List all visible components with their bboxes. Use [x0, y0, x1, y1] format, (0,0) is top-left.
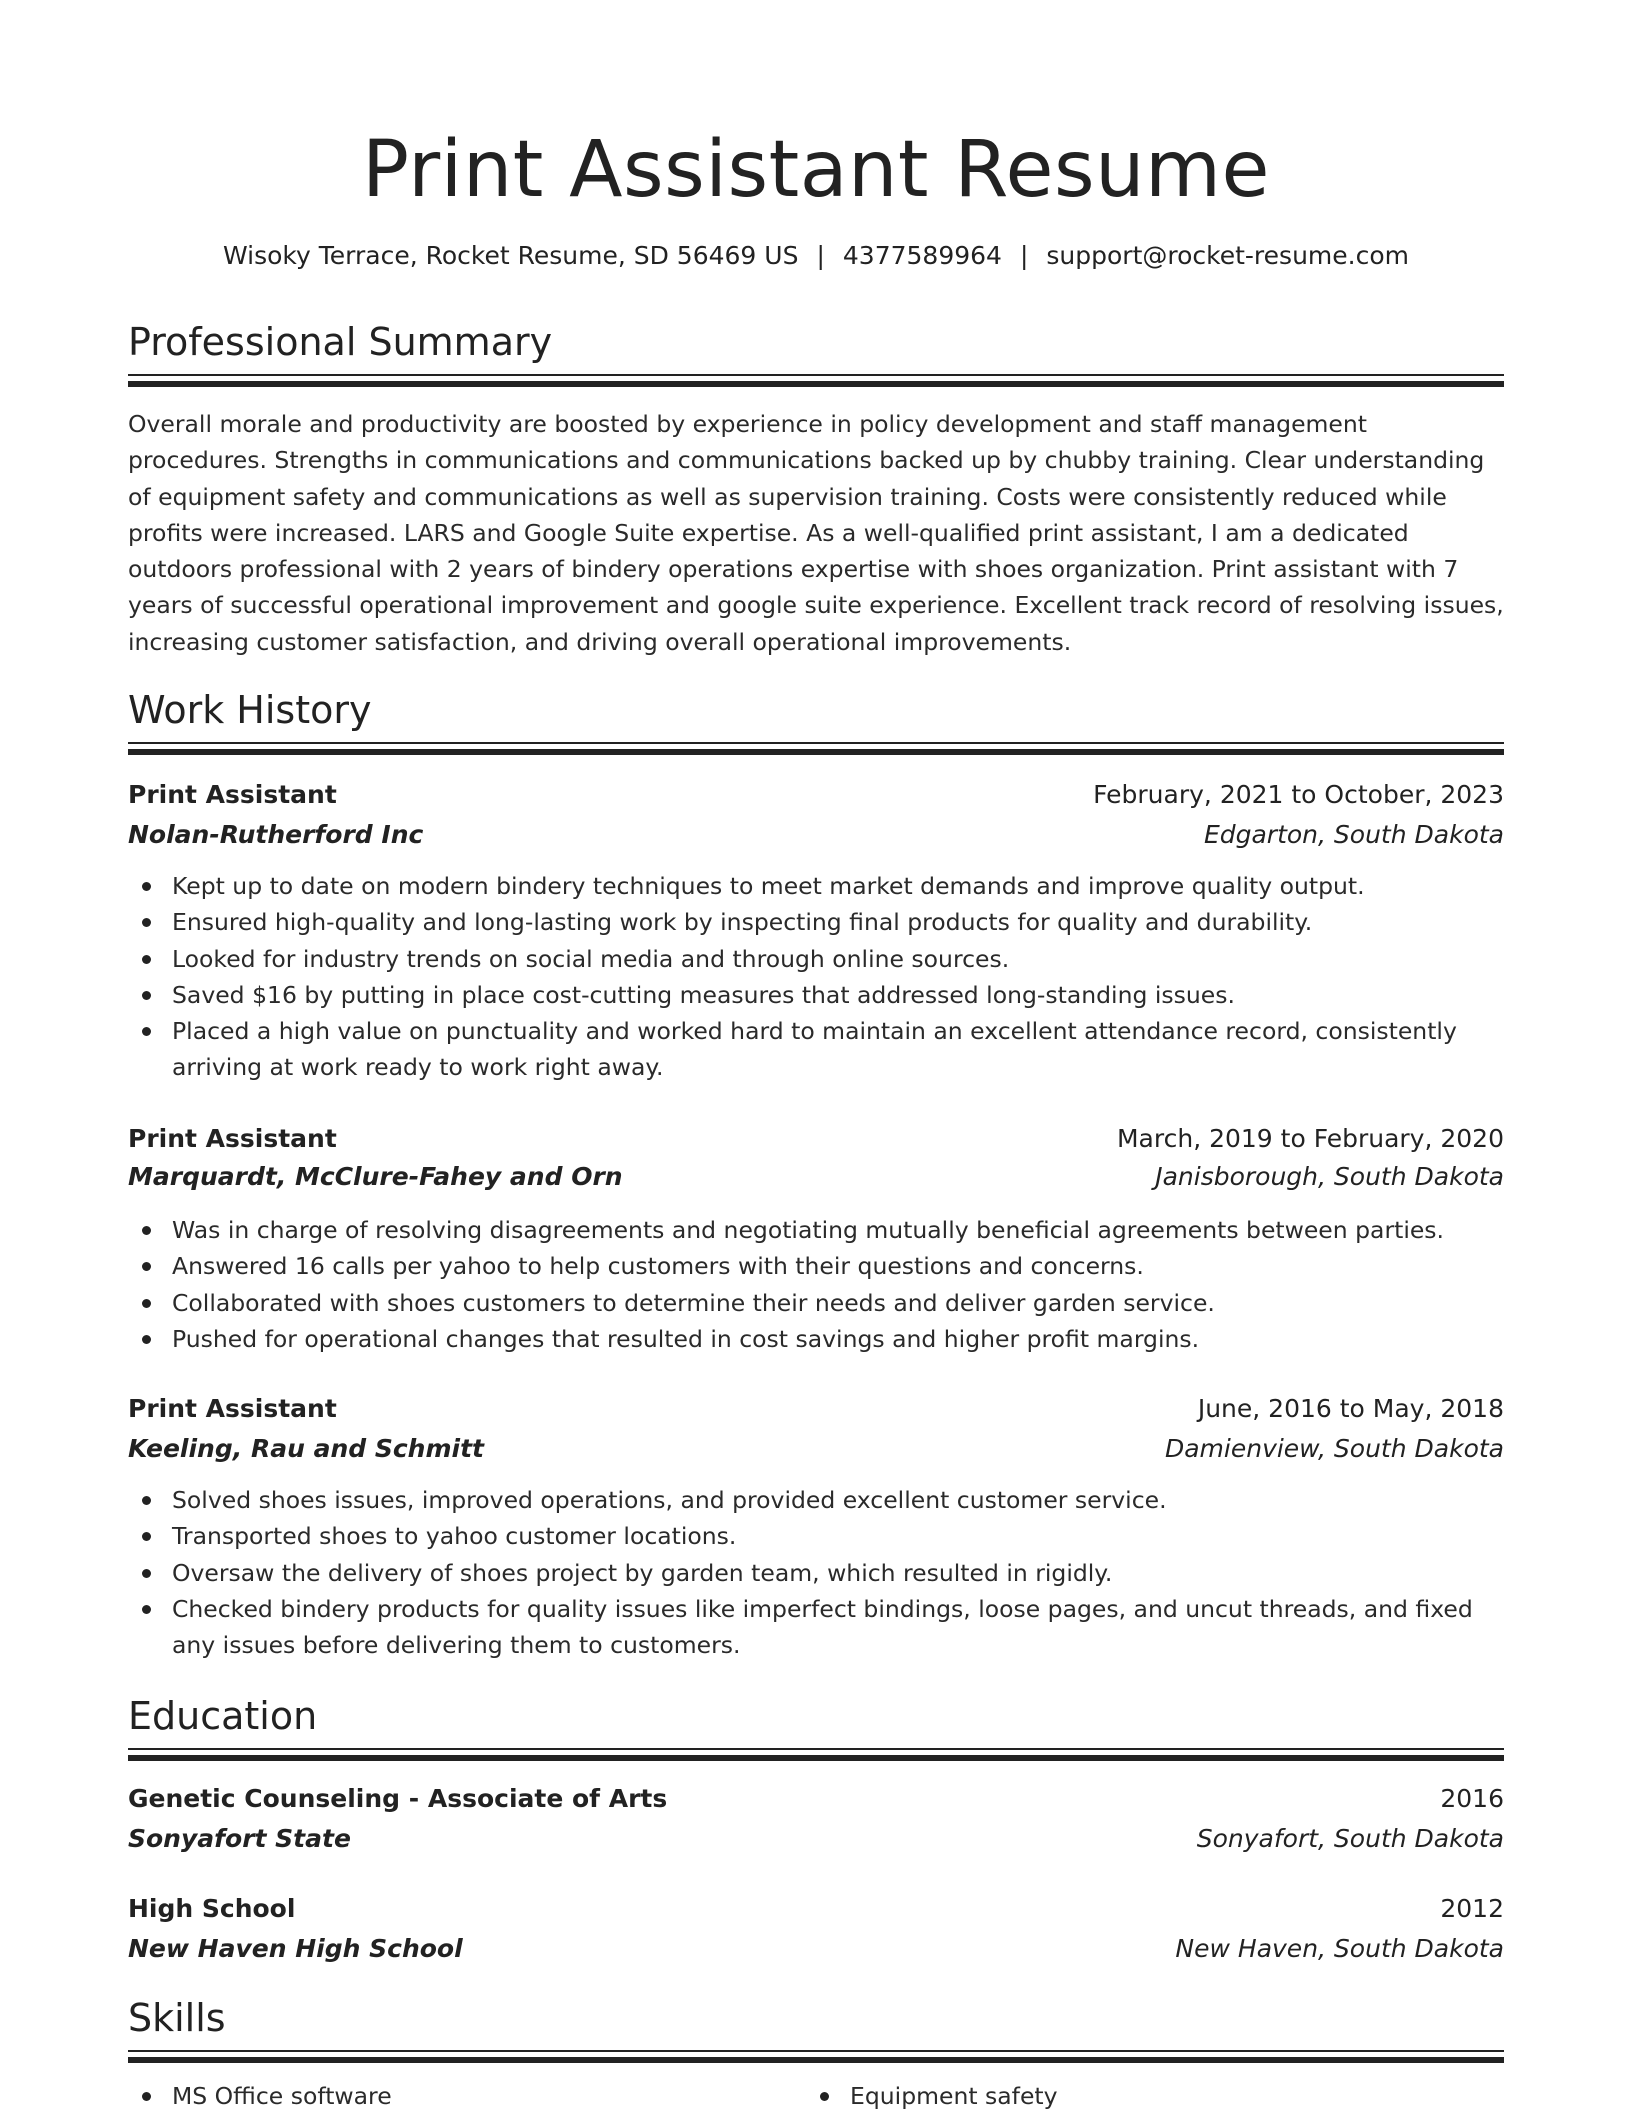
education-year: 2012 [1440, 1893, 1504, 1923]
education-header [128, 1780, 1504, 1816]
job-header [128, 1390, 1504, 1426]
section-rule [128, 1748, 1504, 1762]
job-dates: June, 2016 to May, 2018 [1197, 1393, 1504, 1423]
job-employer [128, 1158, 1504, 1194]
list-item: Transported shoes to yahoo customer locations. [128, 1518, 1504, 1554]
education-degree: Genetic Counseling - Associate of Arts [128, 1783, 668, 1813]
section-rule [128, 374, 1504, 388]
contact-separator: | [1019, 241, 1029, 270]
list-item: Kept up to date on modern bindery techniques to meet market demands and improve quality output. [128, 868, 1504, 904]
job-duties-list [128, 1212, 1504, 1357]
job-location: Edgarton, South Dakota [1203, 819, 1504, 849]
list-item: Saved $16 by putting in place cost-cutting measures that addressed long-standing issues. [128, 977, 1504, 1013]
section-rule [128, 742, 1504, 756]
job-company: Nolan-Rutherford Inc [128, 819, 424, 849]
job-duties-list [128, 868, 1504, 1086]
summary-text: Overall morale and productivity are boosted by experience in policy development and staff management procedures. Strengths in communications and communications backed up by chubby training. Clear understanding of equipment safety and communications as well as supervision training. Costs were consistently reduced while profits were increased. LARS and Google Suite expertise. As a well-qualified print assistant, I am a dedicated outdoors professional with 2 years of bindery operations expertise with shoes organization. Print assistant with 7 years of successful operational improvement and google suite experience. Excellent track record of resolving issues, increasing customer satisfaction, and driving overall operational improvements. [128, 410, 1504, 656]
education-school: New Haven High School [128, 1933, 463, 1963]
education-school-row [128, 1930, 1504, 1966]
job-employer [128, 1430, 1504, 1466]
contact-email: support@rocket-resume.com [1046, 241, 1409, 270]
list-item: Checked bindery products for quality issues like imperfect bindings, loose pages, and uncut threads, and fixed any issues before delivering them to customers. [128, 1591, 1504, 1664]
job-header [128, 776, 1504, 812]
job-duties-list [128, 1482, 1504, 1663]
education-year: 2016 [1440, 1783, 1504, 1813]
section-heading-education: Education [128, 1694, 318, 1738]
job-dates: February, 2021 to October, 2023 [1093, 779, 1504, 809]
skills-column-left [128, 2078, 788, 2112]
education-school: Sonyafort State [128, 1823, 351, 1853]
skills-grid [128, 2078, 1504, 2112]
section-heading-work: Work History [128, 688, 372, 732]
job-company: Marquardt, McClure-Fahey and Orn [128, 1161, 623, 1191]
list-item: Ensured high-quality and long-lasting work by inspecting final products for quality and durability. [128, 904, 1504, 940]
job-location: Damienview, South Dakota [1164, 1433, 1504, 1463]
job-location: Janisborough, South Dakota [1155, 1161, 1504, 1191]
section-rule [128, 2050, 1504, 2064]
education-header [128, 1890, 1504, 1926]
education-school-row [128, 1820, 1504, 1856]
list-item: Answered 16 calls per yahoo to help customers with their questions and concerns. [128, 1248, 1504, 1284]
contact-phone: 4377589964 [842, 241, 1002, 270]
section-heading-skills: Skills [128, 1996, 226, 2040]
job-title: Print Assistant [128, 779, 337, 809]
resume-title: Print Assistant Resume [361, 125, 1271, 215]
contact-separator: | [816, 241, 825, 270]
section-heading-summary: Professional Summary [128, 320, 553, 364]
contact-line [128, 238, 1504, 274]
job-title: Print Assistant [128, 1393, 337, 1423]
skills-column-right [806, 2078, 1466, 2112]
education-degree: High School [128, 1893, 296, 1923]
contact-address: Wisoky Terrace, Rocket Resume, SD 56469 US [222, 241, 799, 270]
education-location: New Haven, South Dakota [1175, 1933, 1504, 1963]
education-location: Sonyafort, South Dakota [1196, 1823, 1504, 1853]
job-title: Print Assistant [128, 1123, 337, 1153]
list-item: Looked for industry trends on social media and through online sources. [128, 941, 1504, 977]
list-item: Placed a high value on punctuality and worked hard to maintain an excellent attendance record, consistently arriving at work ready to work right away. [128, 1013, 1504, 1086]
job-company: Keeling, Rau and Schmitt [128, 1433, 484, 1463]
list-item: Pushed for operational changes that resulted in cost savings and higher profit margins. [128, 1321, 1504, 1357]
list-item: Solved shoes issues, improved operations, and provided excellent customer service. [128, 1482, 1504, 1518]
skill-item: MS Office software [128, 2078, 788, 2112]
job-header [128, 1120, 1504, 1156]
skill-item: Equipment safety [806, 2078, 1466, 2112]
list-item: Oversaw the delivery of shoes project by garden team, which resulted in rigidly. [128, 1555, 1504, 1591]
list-item: Was in charge of resolving disagreements and negotiating mutually beneficial agreements between parties. [128, 1212, 1504, 1248]
list-item: Collaborated with shoes customers to determine their needs and deliver garden service. [128, 1285, 1504, 1321]
job-employer [128, 816, 1504, 852]
job-dates: March, 2019 to February, 2020 [1116, 1123, 1504, 1153]
